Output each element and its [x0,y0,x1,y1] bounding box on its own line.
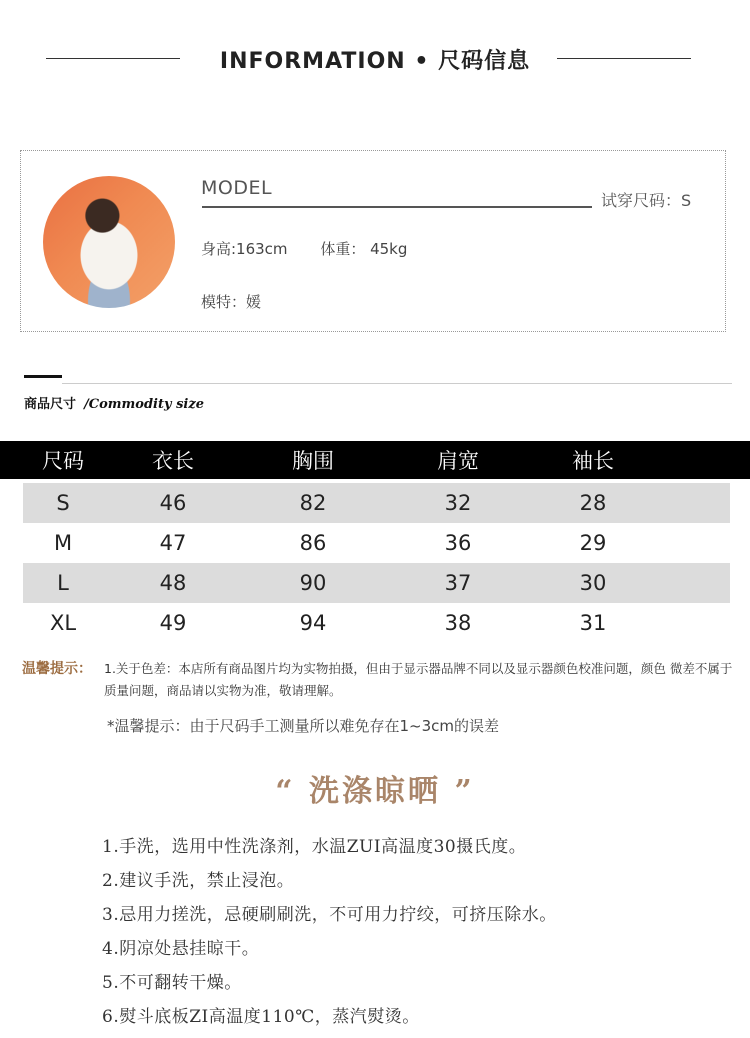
table-cell: M [53,531,73,555]
model-measurements [201,238,435,259]
table-cell: 94 [299,611,327,635]
table-cell: 36 [444,531,472,555]
size-table-header [0,441,750,479]
list-item: 6.熨斗底板ZI高温度110℃，蒸汽熨烫。 [102,1007,420,1027]
tip-label: 温馨提示： [22,661,92,677]
table-cell: 47 [159,531,187,555]
header-sleeve: 袖长 [572,449,614,473]
table-cell: 31 [579,611,607,635]
commodity-label-en: /Commodity size [84,397,204,412]
table-row [23,603,730,643]
wash-instructions [102,834,557,1038]
page-title: INFORMATION • 尺码信息 [219,49,531,74]
table-cell: 30 [579,571,607,595]
list-item: 4.阴凉处悬挂晾干。 [102,939,260,959]
table-cell: 28 [579,491,607,515]
table-cell: 90 [299,571,327,595]
header-bust: 胸围 [292,449,334,473]
model-info-card [20,150,726,332]
list-item: 3.忌用力搓洗，忌硬刷刷洗，不可用力拧绞，可挤压除水。 [102,905,557,925]
header-size: 尺码 [42,449,84,473]
table-row [23,523,730,563]
model-height: 身高:163cm [201,240,288,258]
table-cell: 37 [444,571,472,595]
list-item: 2.建议手洗，禁止浸泡。 [102,871,295,891]
model-avatar [43,176,175,308]
header-length: 衣长 [152,449,194,473]
commodity-label-cn: 商品尺寸 [24,397,77,412]
table-row [23,563,730,603]
section-accent-bar [24,375,62,378]
model-name: 模特：媛 [201,293,262,311]
table-cell: S [56,491,70,515]
table-cell: 48 [159,571,187,595]
table-cell: 32 [444,491,472,515]
list-item: 5.不可翻转干燥。 [102,973,242,993]
table-cell: 82 [299,491,327,515]
model-underline [202,206,592,208]
section-divider [62,383,732,384]
header-shoulder: 肩宽 [437,449,479,473]
measurement-note: *温馨提示：由于尺码手工测量所以难免存在1~3cm的误差 [107,717,500,735]
table-cell: 38 [444,611,472,635]
table-cell: 86 [299,531,327,555]
table-cell: L [57,571,69,595]
model-weight: 体重： 45kg [320,240,408,258]
header-right-rule [557,58,691,59]
list-item: 1.手洗，选用中性洗涤剂，水温ZUI高温度30摄氏度。 [102,837,527,857]
commodity-size-heading [24,393,204,412]
table-row [23,483,730,523]
table-cell: 46 [159,491,187,515]
table-cell: 49 [159,611,187,635]
tip-text: 1.关于色差：本店所有商品图片均为实物拍摄，但由于显示器品牌不同以及显示器颜色校准问题，颜色 微差不属于质量问题，商品请以实物为准，敬请理解。 [104,661,733,698]
table-cell: 29 [579,531,607,555]
fit-size: 试穿尺码：S [601,191,692,210]
table-cell: XL [49,611,77,635]
wash-title: “ 洗涤晾晒 ” [275,774,475,809]
model-label: MODEL [201,177,273,199]
